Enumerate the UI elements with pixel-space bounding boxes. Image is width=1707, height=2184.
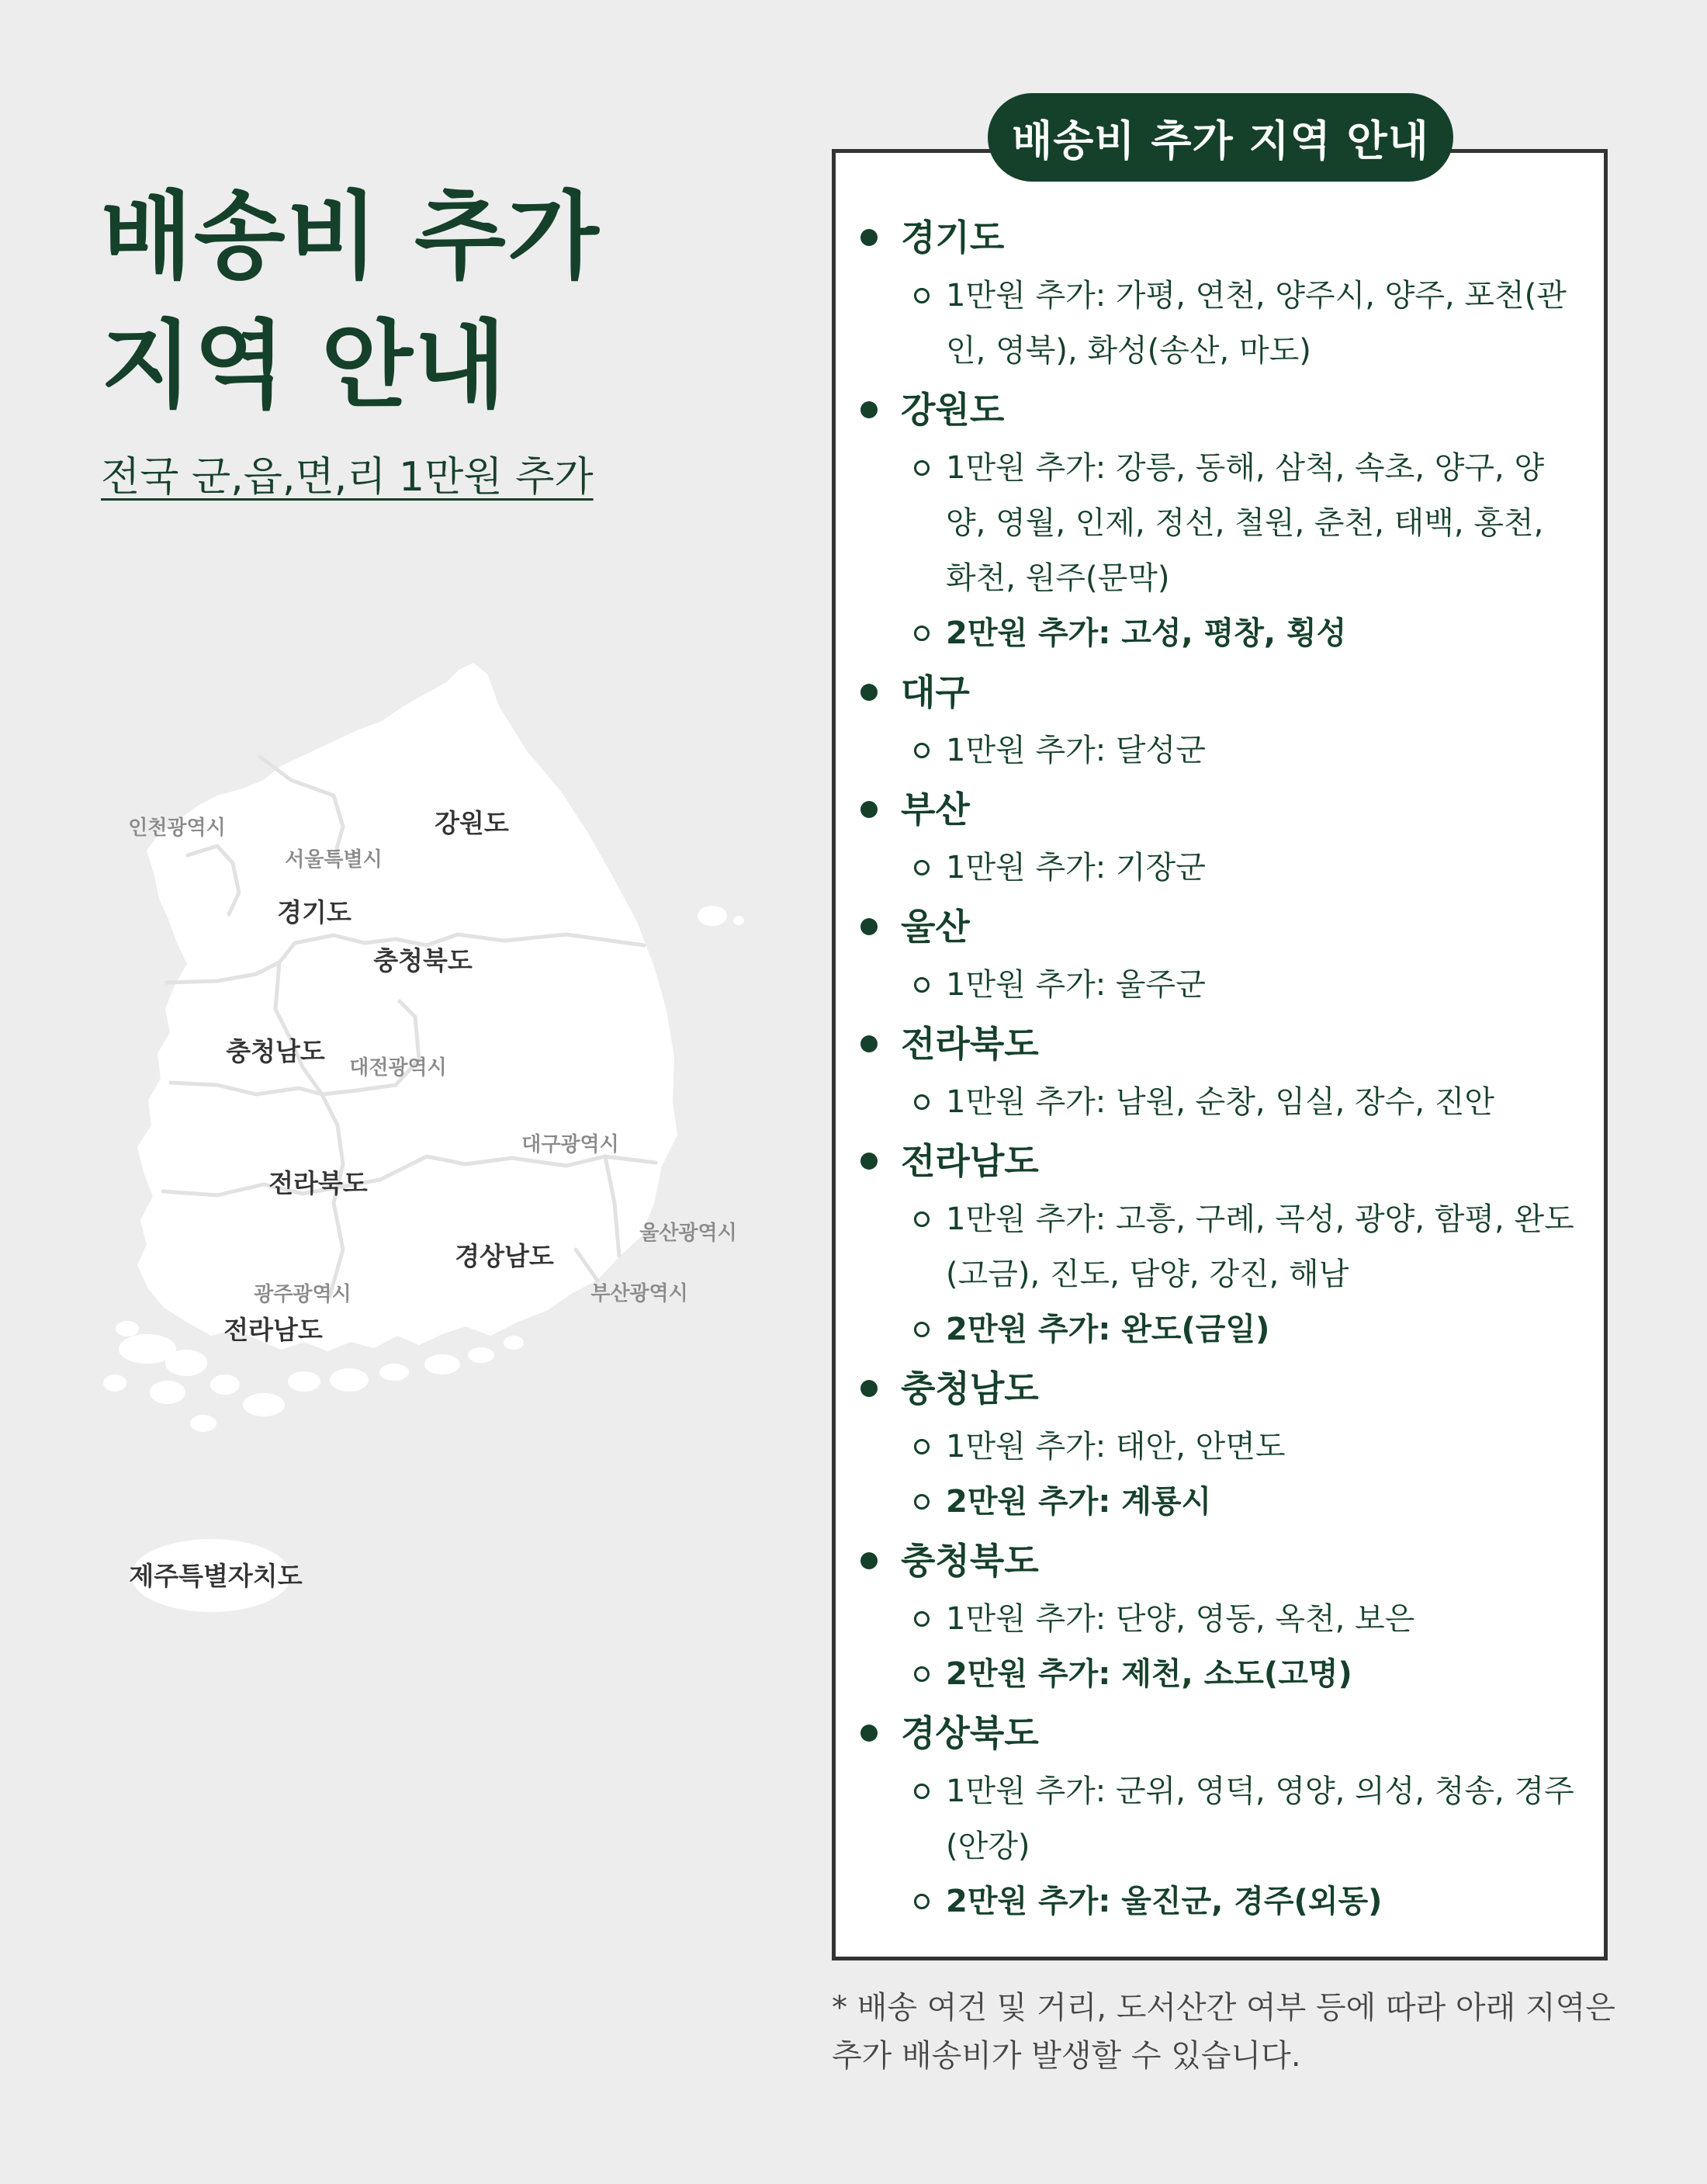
map-label-seoul: 서울특별시 (285, 848, 383, 872)
region-jeonnam (857, 1130, 1591, 1357)
detail-item-surcharge-2: 2만원 추가: 제천, 소도(고명) (857, 1647, 1591, 1702)
region-ulsan (857, 896, 1591, 1013)
map-label-gangwon: 강원도 (435, 808, 509, 838)
detail-item: 1만원 추가: 단양, 영동, 옥천, 보은 (857, 1592, 1591, 1647)
region-details (857, 841, 1591, 896)
region-gyeongbuk (857, 1702, 1591, 1929)
map-label-incheon: 인천광역시 (128, 816, 226, 840)
region-details (857, 1764, 1591, 1929)
region-name: 강원도 (857, 379, 1591, 441)
map-label-chungbuk: 충청북도 (373, 945, 473, 976)
region-details (857, 1192, 1591, 1357)
detail-item: 1만원 추가: 태안, 안면도 (857, 1420, 1591, 1475)
region-details (857, 441, 1591, 661)
region-gangwon (857, 379, 1591, 661)
korea-map (101, 660, 760, 1630)
map-label-busan: 부산광역시 (590, 1282, 688, 1305)
detail-item-surcharge-2: 2만원 추가: 계룡시 (857, 1475, 1591, 1530)
footnote: * 배송 여건 및 거리, 도서산간 여부 등에 따라 아래 지역은 추가 배송비가 발생할 수 있습니다. (832, 1990, 1615, 2074)
region-details (857, 723, 1591, 778)
region-list (857, 206, 1591, 1929)
detail-item: 1만원 추가: 고흥, 구례, 곡성, 광양, 함평, 완도(고금), 진도, 담양, 강진, 해남 (857, 1192, 1591, 1302)
page-subtitle: 전국 군,읍,면,리 1만원 추가 (101, 454, 594, 501)
detail-item: 1만원 추가: 군위, 영덕, 영양, 의성, 청송, 경주(안강) (857, 1764, 1591, 1874)
region-details (857, 958, 1591, 1013)
map-label-jeonnam: 전라남도 (223, 1315, 323, 1345)
region-name: 충청북도 (857, 1530, 1591, 1592)
detail-item-surcharge-2: 2만원 추가: 고성, 평창, 횡성 (857, 606, 1591, 661)
page-title-line-1: 배송비 추가 (101, 182, 601, 292)
region-jeonbuk (857, 1013, 1591, 1130)
detail-item: 1만원 추가: 울주군 (857, 958, 1591, 1013)
region-name: 울산 (857, 896, 1591, 958)
region-details (857, 1420, 1591, 1530)
region-details (857, 1592, 1591, 1702)
detail-item: 1만원 추가: 가평, 연천, 양주시, 양주, 포천(관인, 영북), 화성(송산, 마도) (857, 269, 1591, 379)
region-details (857, 1075, 1591, 1130)
page-title-line-2: 지역 안내 (101, 310, 507, 421)
detail-item-surcharge-2: 2만원 추가: 완도(금일) (857, 1302, 1591, 1357)
region-busan (857, 778, 1591, 896)
detail-item: 1만원 추가: 남원, 순창, 임실, 장수, 진안 (857, 1075, 1591, 1130)
region-name: 경기도 (857, 206, 1591, 269)
detail-item: 1만원 추가: 달성군 (857, 723, 1591, 778)
region-name: 전라남도 (857, 1130, 1591, 1192)
region-details (857, 269, 1591, 379)
panel-title: 배송비 추가 지역 안내 (988, 93, 1453, 182)
region-name: 충청남도 (857, 1357, 1591, 1420)
region-name: 부산 (857, 778, 1591, 841)
region-daegu (857, 661, 1591, 778)
detail-item: 1만원 추가: 강릉, 동해, 삼척, 속초, 양구, 양양, 영월, 인제, 정선, 철원, 춘천, 태백, 홍천, 화천, 원주(문막) (857, 441, 1591, 606)
region-chungnam (857, 1357, 1591, 1530)
region-name: 경상북도 (857, 1702, 1591, 1764)
map-label-gyeongnam: 경상남도 (455, 1241, 554, 1271)
detail-item-surcharge-2: 2만원 추가: 울진군, 경주(외동) (857, 1874, 1591, 1929)
detail-item: 1만원 추가: 기장군 (857, 841, 1591, 896)
map-label-gyeonggi: 경기도 (277, 897, 351, 927)
map-label-chungnam: 충청남도 (226, 1036, 325, 1066)
map-label-daejeon: 대전광역시 (349, 1056, 447, 1080)
page-title (101, 172, 601, 430)
map-label-jeonbuk: 전라북도 (268, 1168, 368, 1198)
region-chungbuk (857, 1530, 1591, 1702)
map-label-gwangju: 광주광역시 (254, 1283, 351, 1306)
map-label-ulsan: 울산광역시 (639, 1222, 737, 1245)
region-name: 전라북도 (857, 1013, 1591, 1075)
region-name: 대구 (857, 661, 1591, 723)
map-label-jeju: 제주특별자치도 (129, 1561, 303, 1591)
region-gyeonggi (857, 206, 1591, 379)
map-label-daegu: 대구광역시 (521, 1133, 619, 1156)
